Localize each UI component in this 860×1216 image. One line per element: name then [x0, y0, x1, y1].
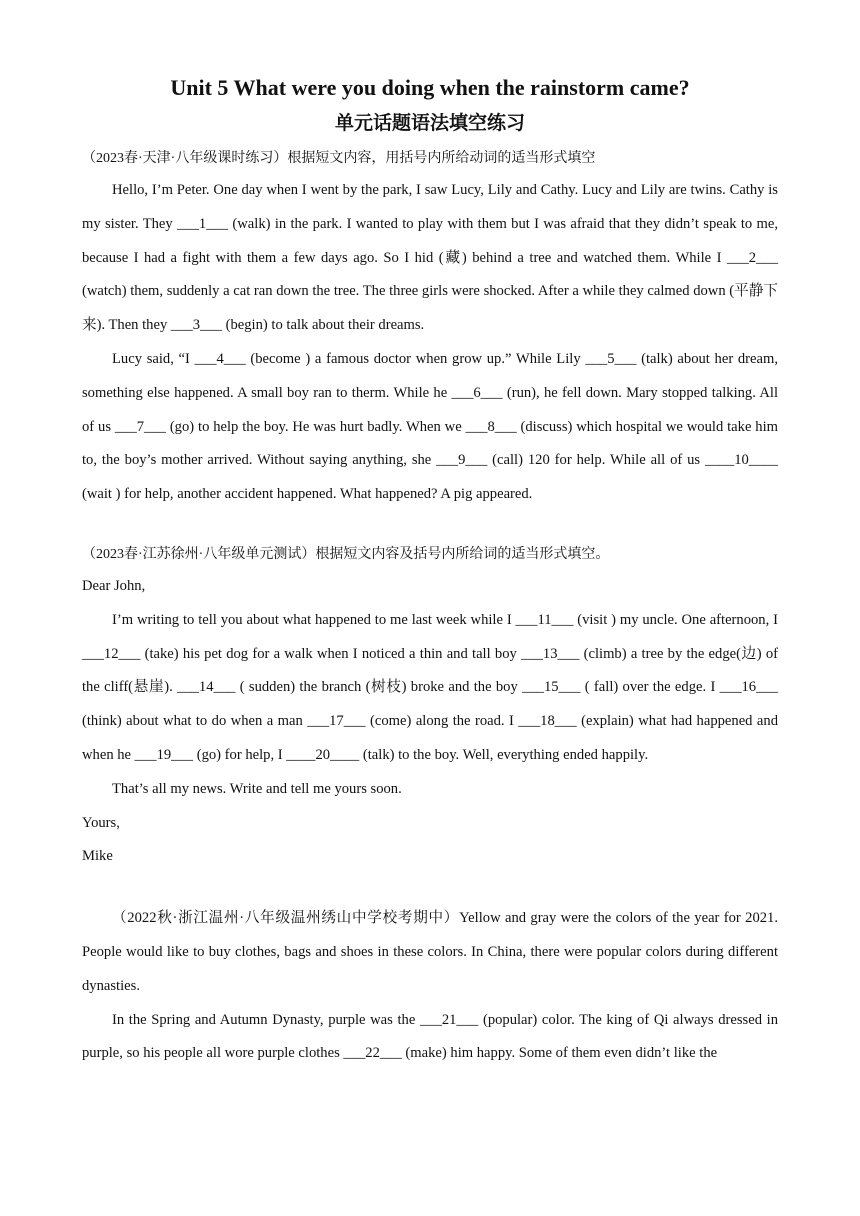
letter-signature: Mike — [82, 848, 113, 865]
section-2 — [82, 540, 778, 874]
section-3-intro: （2022秋·浙江温州·八年级温州绣山中学校考期中）Yellow and gray were the colors of the year for 2021. People would like to buy clothes, bags and shoes in these colors. In China, there were popular colors during different dynasties. — [82, 910, 778, 994]
letter-greeting: Dear John, — [82, 577, 146, 594]
section-1-paragraph-1: Hello, I’m Peter. One day when I went by the park, I saw Lucy, Lily and Cathy. Lucy and Lily are twins. Cathy is my sister. They ___1___ (walk) in the park. I wanted to play with them but I was afraid that they didn’t speak to me, because I had a fight with them a few days ago. So I hid (藏) behind a tree and watched them. While I ___2___ (watch) them, suddenly a cat ran down the tree. The three girls were shocked. After a while they calmed down (平静下来). Then they ___3___ (begin) to talk about their dreams. — [82, 182, 778, 334]
section-3-paragraph-1: In the Spring and Autumn Dynasty, purple was the ___21___ (popular) color. The king of Qi always dressed in purple, so his people all wore purple clothes ___22___ (make) him happy. Some of them even didn’t like the — [82, 1011, 778, 1062]
section-1-source: （2023春·天津·八年级课时练习）根据短文内容，用括号内所给动词的适当形式填空 — [82, 151, 596, 166]
section-1 — [82, 144, 778, 512]
document-subtitle: 单元话题语法填空练习 — [334, 113, 525, 134]
section-2-paragraph-1: I’m writing to tell you about what happened to me last week while I ___11___ (visit ) my uncle. One afternoon, I ___12___ (take) his pet dog for a walk when I noticed a thin and tall boy ___13___ (climb) a tree by the edge(边) of the cliff(悬崖). ___14___ ( sudden) the branch (树枝) broke and the boy ___15___ ( fall) over the edge. I ___16___ (think) about what to do when a man ___17___ (come) along the road. I ___18___ (explain) what had happened and when he ___19___ (go) for help, I ____20____ (talk) to the boy. Well, everything ended happily. — [82, 611, 778, 763]
section-2-paragraph-2: That’s all my news. Write and tell me yours soon. — [112, 780, 402, 797]
section-3 — [82, 902, 778, 1071]
document-title: Unit 5 What were you doing when the rainstorm came? — [170, 75, 690, 100]
section-2-source: （2023春·江苏徐州·八年级单元测试）根据短文内容及括号内所给词的适当形式填空。 — [82, 546, 610, 562]
section-1-paragraph-2: Lucy said, “I ___4___ (become ) a famous doctor when grow up.” While Lily ___5___ (talk) about her dream, something else happened. A small boy ran to therm. While he ___6___ (run), he fell down. Mary stopped talking. All of us ___7___ (go) to help the boy. He was hurt badly. When we ___8___ (discuss) which hospital we would take him to, the boy’s mother arrived. Without saying anything, she ___9___ (call) 120 for help. While all of us ____10____ (wait ) for help, another accident happened. What happened? A pig appeared. — [82, 350, 778, 503]
letter-closing: Yours, — [82, 814, 120, 831]
document-page — [82, 70, 778, 1071]
